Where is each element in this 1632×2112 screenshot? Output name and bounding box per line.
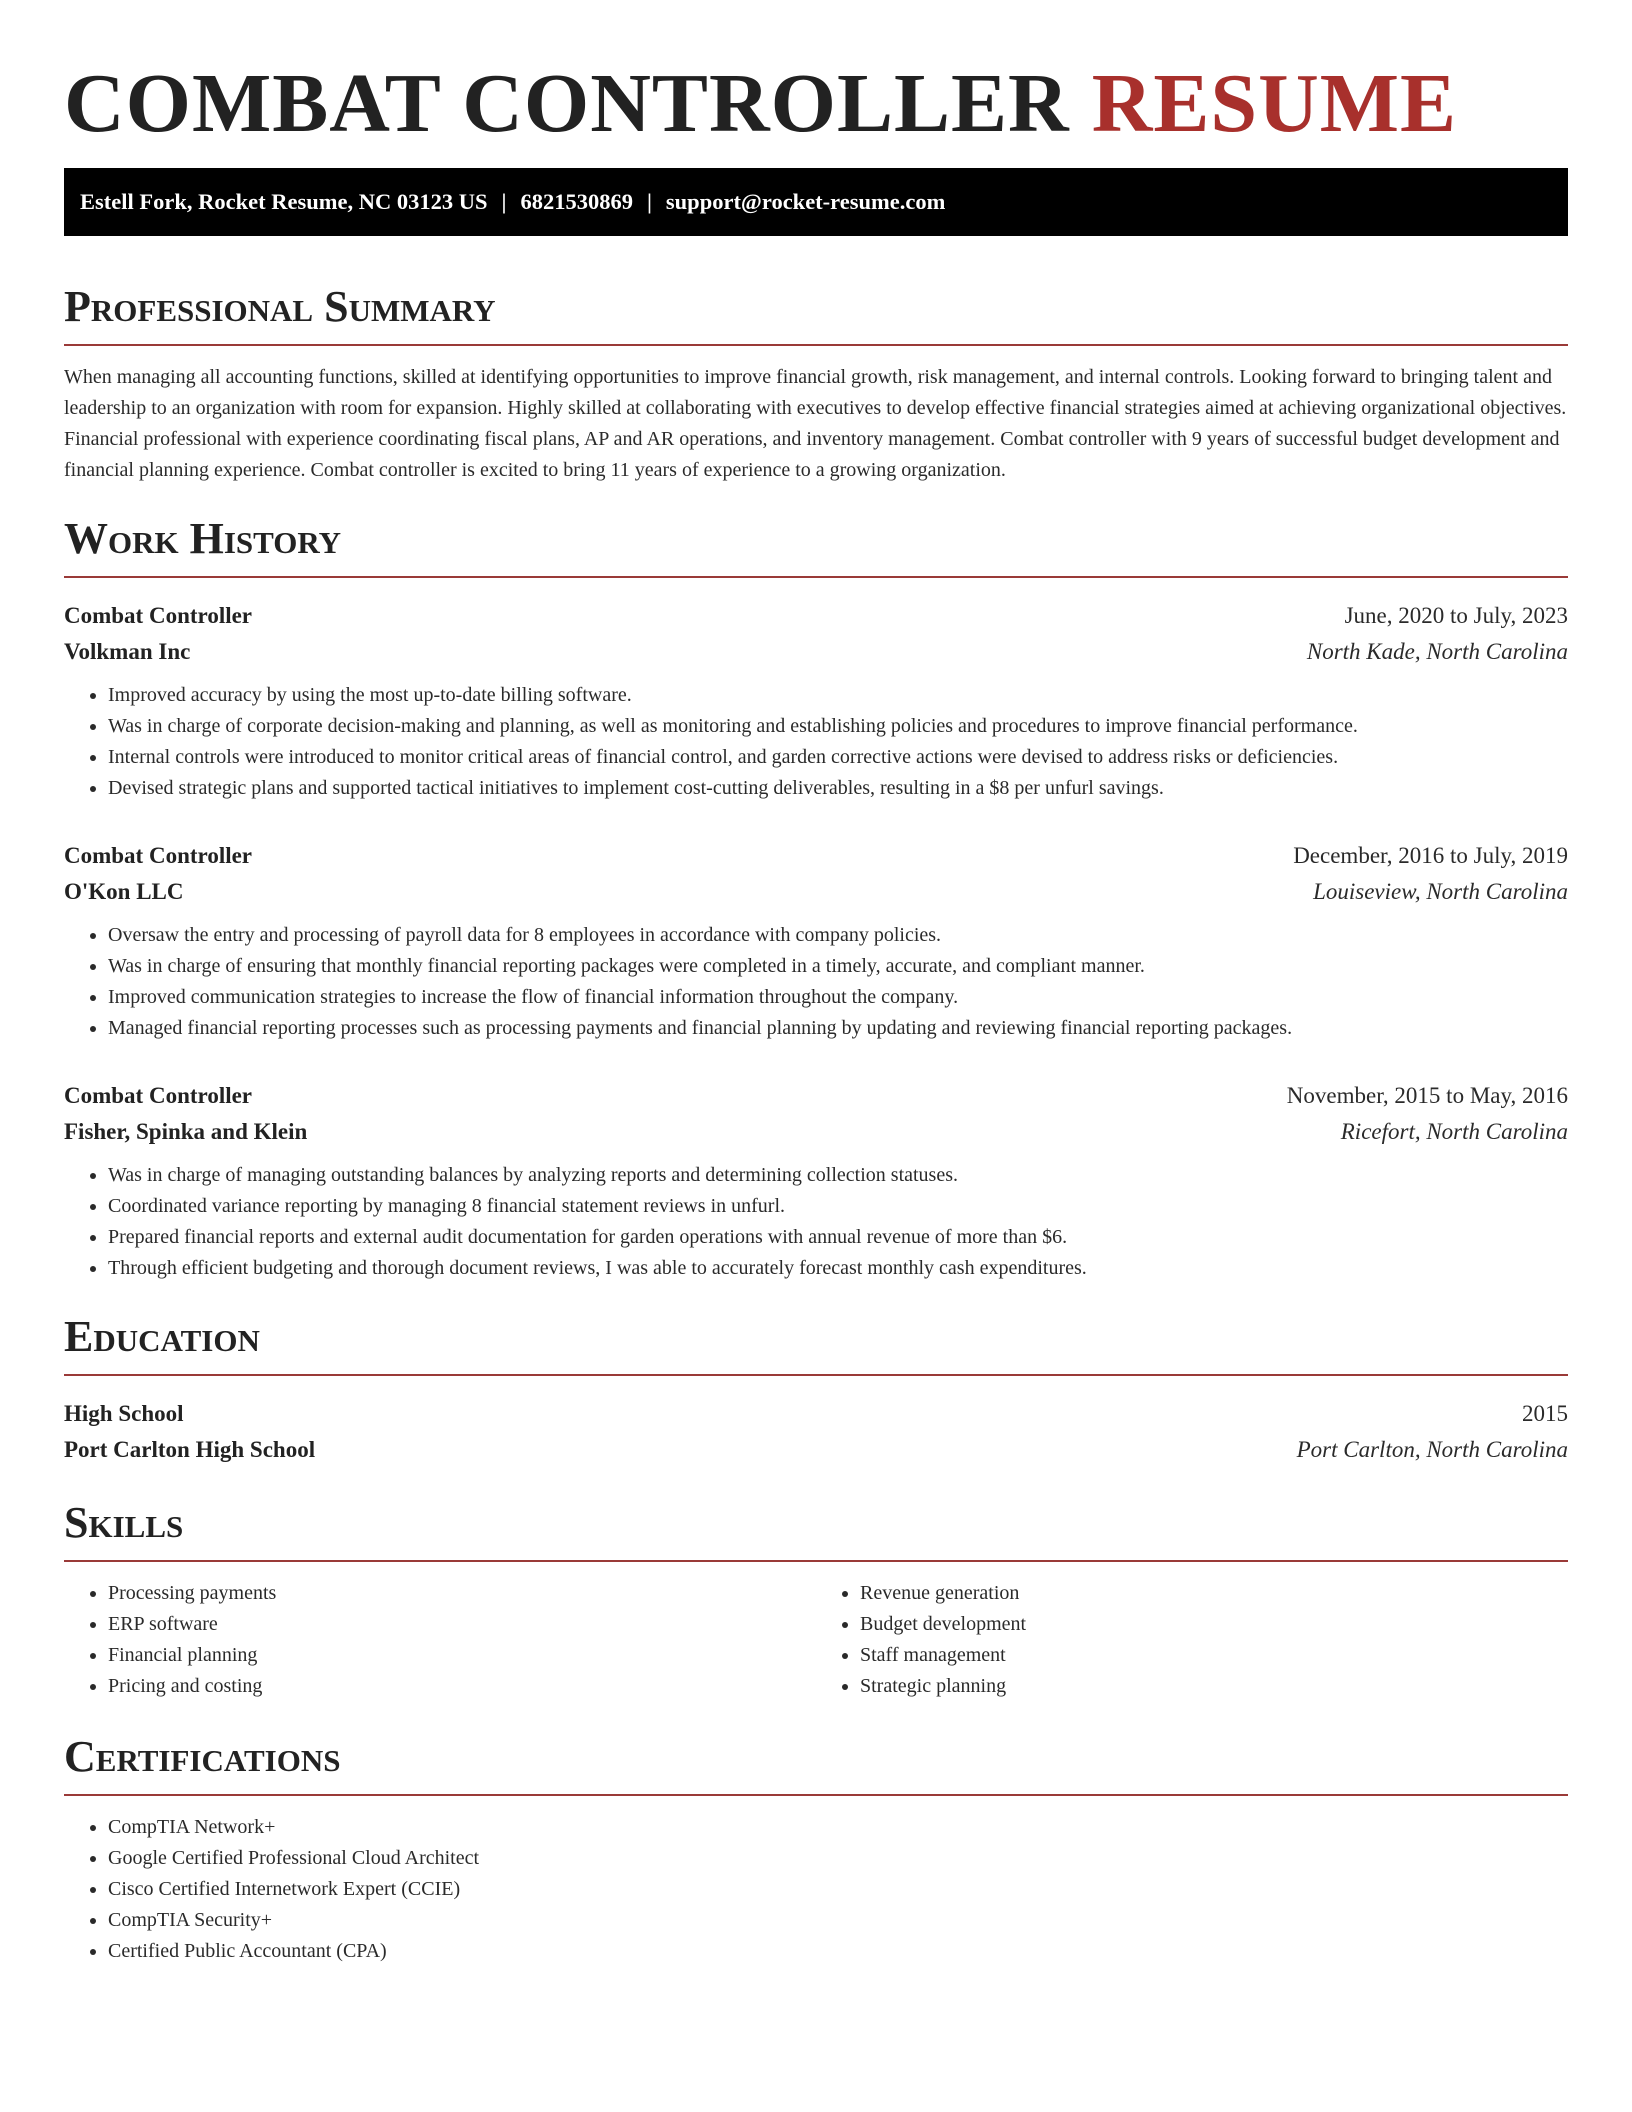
skill-item: • Strategic planning	[860, 1671, 1568, 1702]
job-bullet: • Oversaw the entry and processing of payroll data for 8 employees in accordance with company policies.	[108, 920, 1568, 951]
skill-item: • Revenue generation	[860, 1578, 1568, 1609]
job-dates: June, 2020 to July, 2023	[1344, 603, 1568, 628]
title-main: COMBAT CONTROLLER	[64, 57, 1070, 150]
section-heading: Skills	[64, 1496, 1568, 1562]
skill-item: • Staff management	[860, 1640, 1568, 1671]
job-dates: December, 2016 to July, 2019	[1293, 843, 1568, 868]
resume-title	[64, 56, 1568, 152]
section-heading: Professional Summary	[64, 280, 1568, 346]
job-bullet: • Improved accuracy by using the most up-to-date billing software.	[108, 680, 1568, 711]
education-school-row	[64, 1432, 1568, 1468]
job-company: O'Kon LLC	[64, 879, 184, 904]
education-degree: High School	[64, 1401, 184, 1426]
contact-separator: |	[646, 189, 652, 214]
job-company: Volkman Inc	[64, 639, 191, 664]
job-entry	[64, 1078, 1568, 1284]
contact-separator: |	[501, 189, 507, 214]
job-dates: November, 2015 to May, 2016	[1286, 1083, 1568, 1108]
contact-bar	[64, 168, 1568, 236]
job-title: Combat Controller	[64, 843, 253, 868]
section-heading: Work History	[64, 512, 1568, 578]
education-entry	[64, 1396, 1568, 1468]
job-company-row	[64, 874, 1568, 910]
skill-item: • Processing payments	[108, 1578, 816, 1609]
education-year: 2015	[1522, 1401, 1568, 1426]
section-heading: Certifications	[64, 1730, 1568, 1796]
job-bullet: • Prepared financial reports and external audit documentation for garden operations with annual revenue of more than $6.	[108, 1222, 1568, 1253]
education-degree-row	[64, 1396, 1568, 1432]
job-bullet: • Devised strategic plans and supported tactical initiatives to implement cost-cutting deliverables, resulting in a $8 per unfurl savings.	[108, 773, 1568, 804]
skills-column-left	[64, 1578, 816, 1702]
job-entry	[64, 838, 1568, 1044]
work-history-section	[64, 512, 1568, 1284]
skill-item: • Financial planning	[108, 1640, 816, 1671]
skills-section	[64, 1496, 1568, 1702]
job-title: Combat Controller	[64, 603, 253, 628]
job-bullet: • Was in charge of managing outstanding balances by analyzing reports and determining collection statuses.	[108, 1160, 1568, 1191]
job-company: Fisher, Spinka and Klein	[64, 1119, 308, 1144]
section-heading: Education	[64, 1310, 1568, 1376]
job-bullets	[64, 680, 1568, 804]
summary-section	[64, 280, 1568, 486]
job-bullet: • Was in charge of ensuring that monthly financial reporting packages were completed in a timely, accurate, and compliant manner.	[108, 951, 1568, 982]
contact-address: Estell Fork, Rocket Resume, NC 03123 US	[80, 189, 488, 214]
summary-text: When managing all accounting functions, skilled at identifying opportunities to improve financial growth, risk management, and internal controls. Looking forward to bringing talent and leadership to an organization with room for expansion. Highly skilled at collaborating with executives to develop effective financial strategies aimed at achieving organizational objectives. Financial professional with experience coordinating fiscal plans, AP and AR operations, and inventory management. Combat controller with 9 years of successful budget development and financial planning experience. Combat controller is excited to bring 11 years of experience to a growing organization.	[64, 366, 1567, 481]
job-location: Ricefort, North Carolina	[1340, 1119, 1568, 1144]
job-title: Combat Controller	[64, 1083, 253, 1108]
job-title-row	[64, 598, 1568, 634]
job-company-row	[64, 634, 1568, 670]
job-bullet: • Coordinated variance reporting by managing 8 financial statement reviews in unfurl.	[108, 1191, 1568, 1222]
job-bullet: • Managed financial reporting processes such as processing payments and financial planning by updating and reviewing financial reporting packages.	[108, 1013, 1568, 1044]
skill-item: • Pricing and costing	[108, 1671, 816, 1702]
job-entry	[64, 598, 1568, 804]
contact-email[interactable]: support@rocket-resume.com	[665, 189, 946, 214]
job-location: Louiseview, North Carolina	[1313, 879, 1568, 904]
education-section	[64, 1310, 1568, 1468]
skills-grid	[64, 1578, 1568, 1702]
certification-item: • Certified Public Accountant (CPA)	[108, 1936, 1568, 1967]
skill-item: • Budget development	[860, 1609, 1568, 1640]
skill-item: • ERP software	[108, 1609, 816, 1640]
job-title-row	[64, 838, 1568, 874]
job-bullet: • Was in charge of corporate decision-making and planning, as well as monitoring and establishing policies and procedures to improve financial performance.	[108, 711, 1568, 742]
job-bullets	[64, 1160, 1568, 1284]
job-bullet: • Through efficient budgeting and thorough document reviews, I was able to accurately forecast monthly cash expenditures.	[108, 1253, 1568, 1284]
title-accent: RESUME	[1091, 57, 1458, 150]
certification-item: • Google Certified Professional Cloud Architect	[108, 1843, 1568, 1874]
job-company-row	[64, 1114, 1568, 1150]
certification-item: • Cisco Certified Internetwork Expert (CCIE)	[108, 1874, 1568, 1905]
job-title-row	[64, 1078, 1568, 1114]
certification-item: • CompTIA Security+	[108, 1905, 1568, 1936]
certification-item: • CompTIA Network+	[108, 1812, 1568, 1843]
job-bullet: • Improved communication strategies to increase the flow of financial information throughout the company.	[108, 982, 1568, 1013]
certifications-section	[64, 1730, 1568, 1967]
job-location: North Kade, North Carolina	[1306, 639, 1568, 664]
contact-phone: 6821530869	[520, 189, 633, 214]
education-school: Port Carlton High School	[64, 1437, 316, 1462]
job-bullet: • Internal controls were introduced to monitor critical areas of financial control, and garden corrective actions were devised to address risks or deficiencies.	[108, 742, 1568, 773]
education-location: Port Carlton, North Carolina	[1296, 1437, 1568, 1462]
certifications-list	[64, 1812, 1568, 1967]
job-bullets	[64, 920, 1568, 1044]
skills-column-right	[816, 1578, 1568, 1702]
